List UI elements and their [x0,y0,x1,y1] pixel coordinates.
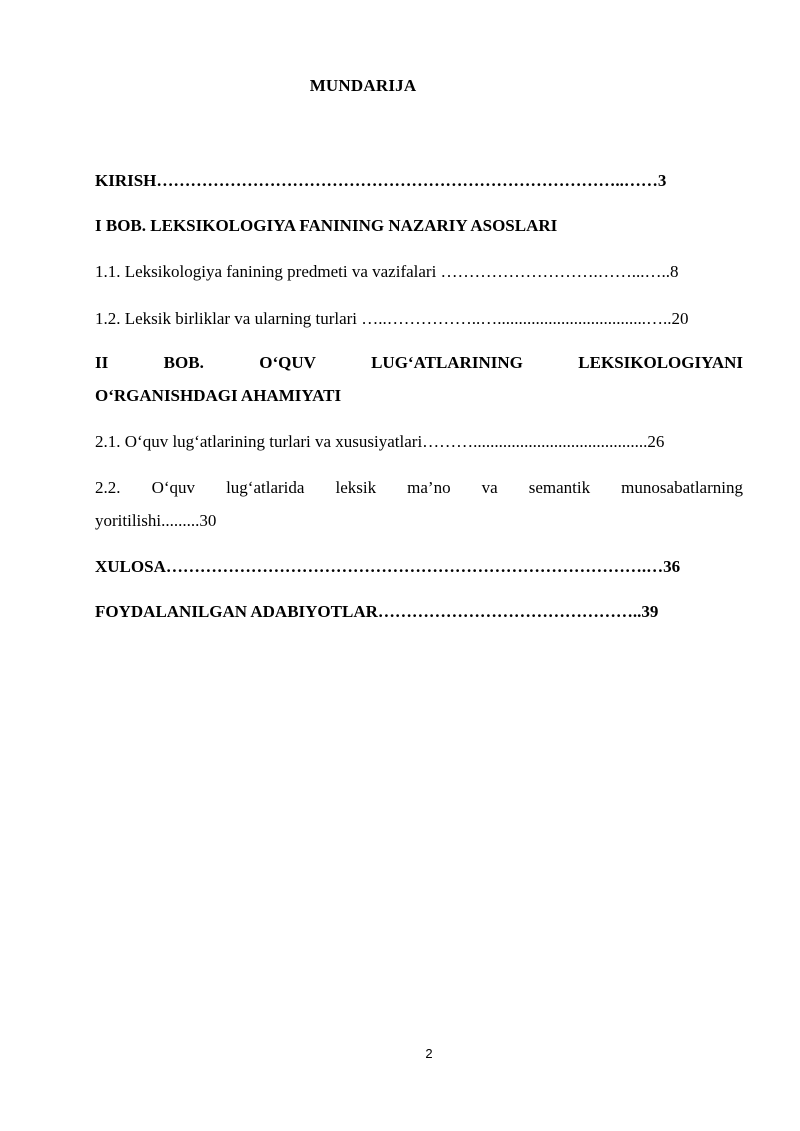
toc-entry-1-2: 1.2. Leksik birliklar va ularning turlari …..……………..…...................................…..20 [95,309,689,328]
toc-chapter-1: I BOB. LEKSIKOLOGIYA FANINING NAZARIY ASOSLARI [95,216,558,235]
toc-entry-2-2-line1: 2.2. O‘quv lug‘atlarida leksik ma’no va semantik munosabatlarning [95,478,743,497]
toc-entry-2-2-line2: yoritilishi.........30 [95,511,217,530]
toc-chapter-2-line2: O‘RGANISHDAGI AHAMIYATI [95,386,342,405]
page-number: 2 [425,1046,433,1061]
page-title: MUNDARIJA [309,76,417,95]
toc-chapter-2-line1: II BOB. O‘QUV LUG‘ATLARINING LEKSIKOLOGIYANI [95,353,743,372]
toc-entry-adabiyotlar: FOYDALANILGAN ADABIYOTLAR………………………………………..39 [95,602,659,621]
toc-entry-2-1: 2.1. O‘quv lug‘atlarining turlari va xususiyatlari……….........................................26 [95,432,665,451]
toc-entry-xulosa: XULOSA………………………………………………………………………….…36 [95,557,681,576]
toc-entry-kirish: KIRISH………………………………………………………………………..……3 [95,171,667,190]
toc-entry-1-1: 1.1. Leksikologiya fanining predmeti va vazifalari ……………………….……...…..8 [95,262,679,281]
